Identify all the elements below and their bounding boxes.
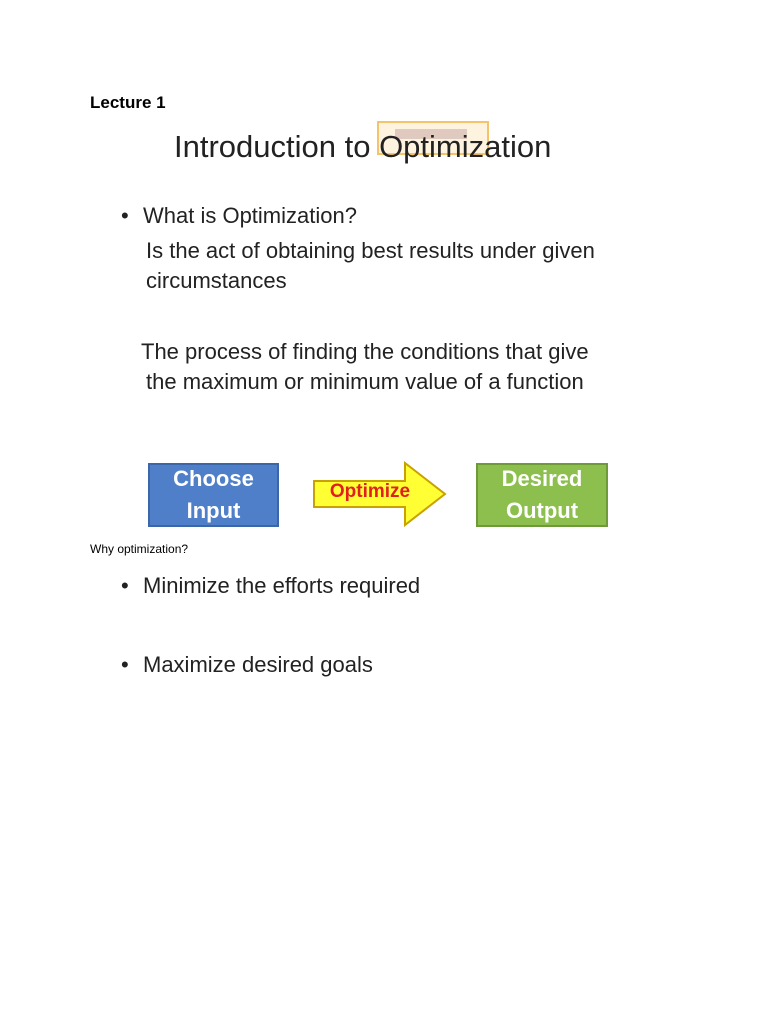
lecture-label: Lecture 1 (90, 93, 166, 112)
answer-line-1: Is the act of obtaining best results under given (146, 238, 595, 263)
why-label: Why optimization? (90, 542, 189, 556)
why-item-text: Minimize the efforts required (143, 573, 421, 598)
choose-input-box (148, 463, 279, 527)
bullet-icon: • (121, 652, 129, 677)
desired-output-box (476, 463, 608, 527)
why-item-1 (121, 573, 420, 599)
input-line-2: Input (186, 498, 241, 523)
process-text (141, 337, 589, 397)
answer-text (146, 236, 595, 296)
slide-title: Introduction to Optimization (174, 129, 552, 164)
bullet-icon: • (121, 203, 129, 228)
output-line-1: Desired (501, 466, 583, 491)
arrow-label: Optimize (329, 481, 411, 502)
input-line-1: Choose (173, 466, 254, 491)
process-line-1: The process of finding the conditions that give (141, 339, 589, 364)
answer-line-2: circumstances (146, 268, 287, 293)
why-item-2 (121, 652, 373, 678)
process-line-2: the maximum or minimum value of a function (146, 369, 584, 394)
output-line-2: Output (505, 498, 579, 523)
why-item-text: Maximize desired goals (143, 652, 373, 677)
bullet-question (121, 203, 357, 229)
bullet-icon: • (121, 573, 129, 598)
question-text: What is Optimization? (143, 203, 357, 228)
